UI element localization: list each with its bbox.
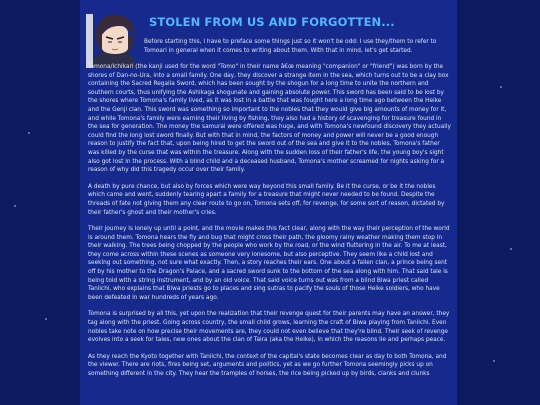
background-speck [510, 248, 512, 250]
background-speck [493, 360, 495, 362]
background-speck [45, 318, 47, 320]
post-body [88, 63, 452, 387]
post-paragraph: Tomona/Ichikari (the kanji used for the word "Tomo" in their name â€œ meaning "companion" or "friend") was born by the shores of Dan-no-Ura, into a small family. One day, they discover a strange item in the sea, which turns out to be a clay box containing the Sacred Regalia Sword, which has been sought by the shogun for a long time to unite the northern and southern courts, thus unifying the Ashikaga shogunate and gaining absolute power. This sword has been said to be lost by the shores where Tomona's family lived, as it was lost in a battle that was fought here a long time ago between the Heike and the Genji clan. This sword was something so important to the nobles that they would give big amounts of money for it, and while Tomona's family were earning their living by fishing, they also had a history of scavenging for treasure found in the sea for generation. The money the samurai were offered was huge, and with Tomona's newfound discovery they actually could find the long lost sword finally. But with that in mind, the factors of money and power will never be a good enough reason to justify the fact that, upon being hired to get the sword out of the sea and give it to the nobles, Tomona's father was killed by the curse that was within the treasure. Along with the sudden loss of their father's life, the young boy's sight also got lost in the process. With a blind child and a deceased husband, Tomona's mother screamed for nights asking for a reason of why did this tragedy occur over their family. [88, 64, 451, 174]
post-paragraph: Tomona is surprised by all this, yet upon the realization that their revenge quest for their parents may have an answer, they tag along with the priest. Going across country, the small child grows, learning the craft of Biwa playing from Taniichi. Even nobles take note on how precise their movements are, they could not even believe that they're blind. Their seek of revenge evolves into a seek for tales, new ones about the clan of Taira (aka the Heike), in which the reasons lie and perhaps peace. [88, 311, 450, 344]
post-paragraph: Their journey is lonely up until a point, and the movie makes this fact clear, along with the way their perception of the world is around them. Tomona hears the fly and bug that might cross their path, the gloomy rainy weather making them stop in their walking. The trees being chopped by the people who work by the road, or the wind fluttering in the air. To me at least, they come across within these scenes as someone very lonesome, but also perceptive. They seem like a child lost and seeking out something, not sure what exactly. Then, a story reaches their ears. One about a fallen clan, a prince being sent off by his mother to the Dragon's Palace, and a sacred sword sunk to the bottom of the sea along with him. That said tale is being told with a string instrument, and by an old voice. That said voice turns out was from a blind Biwa priest called Taniichi, who explains that Biwa priests go to places and sing sutras to pacify the souls of those Heike soldiers, who have been defeated in war hundreds of years ago. [88, 226, 450, 301]
post-title: STOLEN FROM US AND FORGOTTEN... [149, 15, 395, 29]
post-paragraph: A death by pure chance, but also by forces which were way beyond this small family. Be it the curse, or be it the nobles which came and went, suddenly tearing apart a family for a treasure that might never needed to be found. Despite the threads of fate not giving them any clear route to go on, Tomona sets off, for revenge, for some sort of reason, dictated by their father's ghost and their mother's cries. [88, 183, 445, 216]
post-column [80, 0, 457, 405]
background-speck [500, 86, 502, 88]
post-paragraph: As they reach the Kyoto together with Taniichi, the context of the capital's state becomes clear as day to both Tomona, and the viewer. There are riots, fires being set, arguments and politics, yet as we go further Tomona seemingly picks up on something different in the city. They hear the tramples of horses, the rice being picked up by birds, clanks and clunks [88, 353, 447, 377]
post-paragraph: Before starting this, I have to preface some things just so it won't be odd: I use they/them to refer to Tomoari in general when it comes to writing about them. With that in mind, let's get started. [144, 39, 437, 54]
background-speck [14, 205, 16, 207]
anime-character-avatar-icon [86, 14, 142, 68]
background-speck [28, 132, 30, 134]
intro-block [144, 38, 452, 63]
